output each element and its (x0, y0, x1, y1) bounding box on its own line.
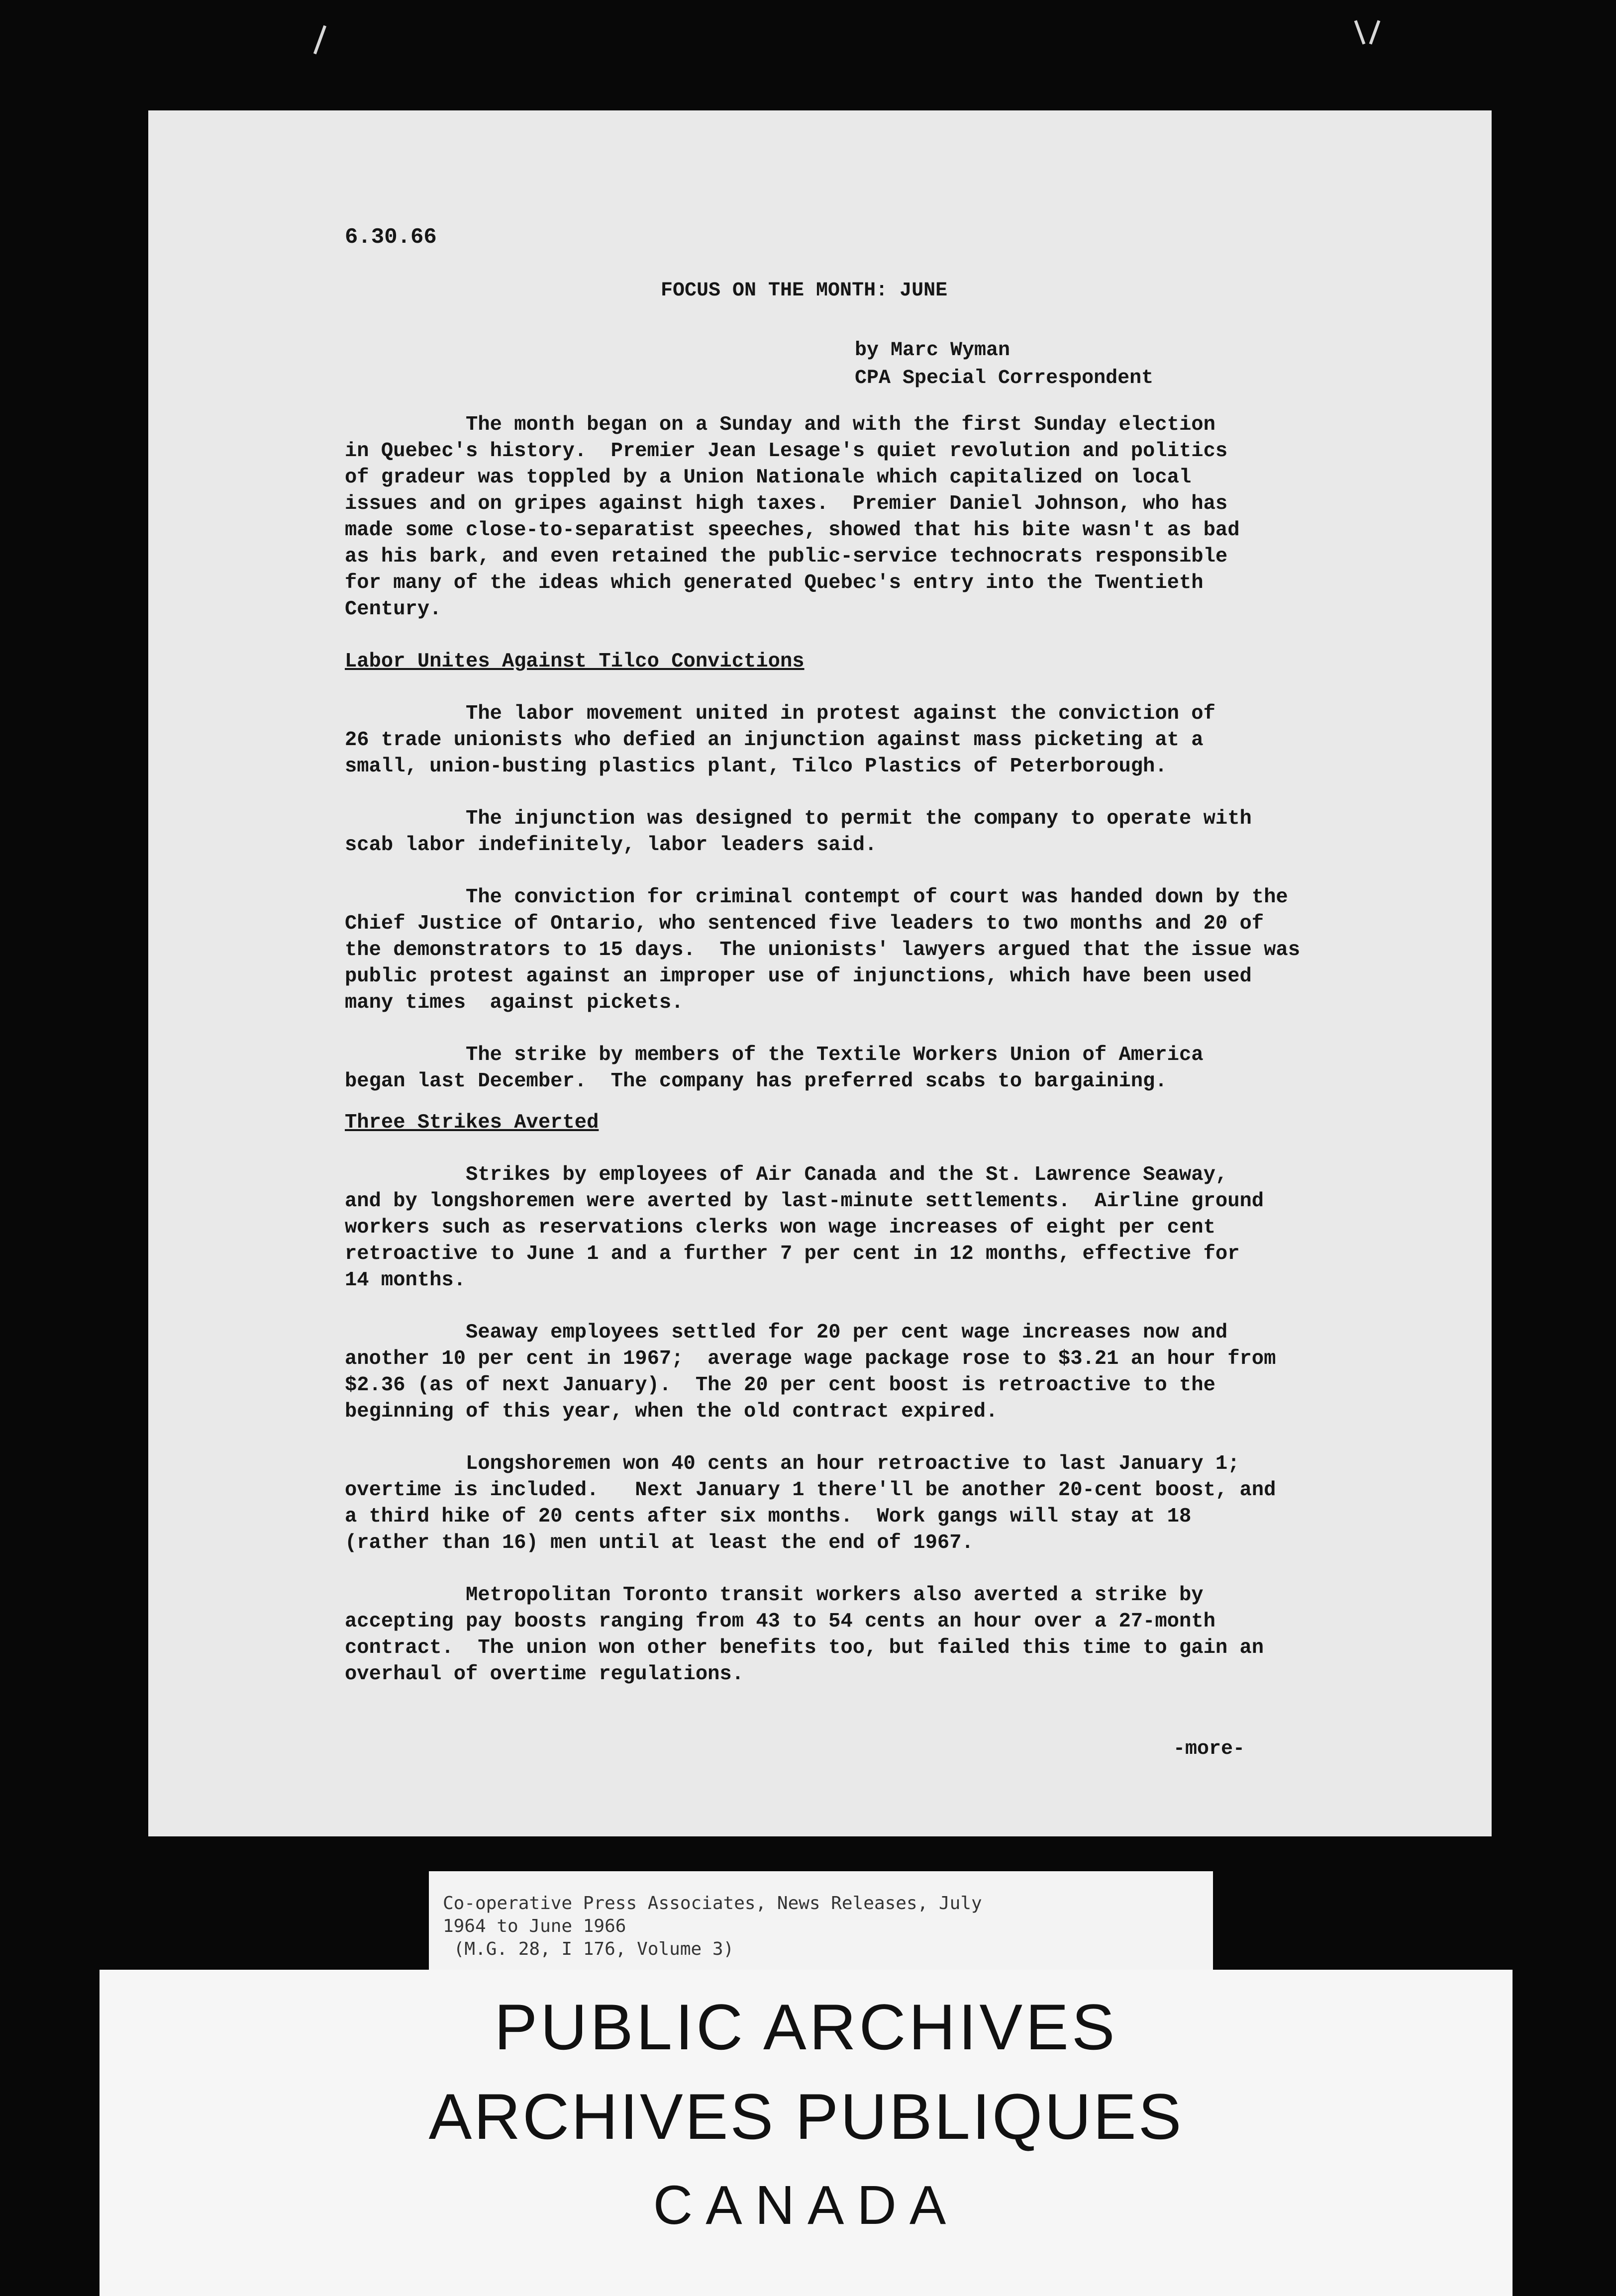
intro-paragraph: The month began on a Sunday and with the first Sunday election in Quebec's history. Premier Jean Lesage's quiet revolution and politics of gradeur was toppled by a Union Nationale which capitalized on local issues and on gripes against high taxes. Premier Daniel Johnson, who has made some close-to-separatist speeches, showed that his bite wasn't as bad as his bark, and even retained the public-service technocrats responsible for many of the ideas which generated Quebec's entry into the Twentieth Century. (345, 413, 1240, 621)
tilco-paragraph-1: The labor movement united in protest against the conviction of 26 trade unionists who defied an injunction against mass picketing at a small, union-busting plastics plant, Tilco Plastics of Peterborough. (345, 702, 1215, 778)
section-heading-strikes: Three Strikes Averted (345, 1111, 599, 1134)
film-scratch-mark (1369, 20, 1381, 44)
section-heading-tilco: Labor Unites Against Tilco Convictions (345, 650, 805, 673)
continuation-marker: -more- (1173, 1738, 1245, 1760)
film-scratch-mark (313, 25, 326, 54)
document-title: FOCUS ON THE MONTH: JUNE (661, 280, 948, 302)
stamp-line-public-archives: PUBLIC ARCHIVES (494, 1991, 1118, 2063)
strikes-paragraph-4: Metropolitan Toronto transit workers also averted a strike by accepting pay boosts ranging from 43 to 54 cents an hour over a 27-month contract. The union won other benefits too, but failed this time to gain an overhaul of overtime regulations. (345, 1584, 1264, 1686)
strikes-paragraph-1: Strikes by employees of Air Canada and the St. Lawrence Seaway, and by longshoremen were averted by last-minute settlements. Airline ground workers such as reservations clerks won wage increases of eight per cent retroactive to June 1 and a further 7 per cent in 12 months, effective for 14 months. (345, 1163, 1264, 1292)
strikes-paragraph-2: Seaway employees settled for 20 per cent wage increases now and another 10 per cent in 1967; average wage package rose to $3.21 an hour from $2.36 (as of next January). The 20 per cent boost is retroactive to the beginning of this year, when the old contract expired. (345, 1321, 1276, 1423)
strikes-paragraph-3: Longshoremen won 40 cents an hour retroactive to last January 1; overtime is included. Next January 1 there'll be another 20-cent boost, and a third hike of 20 cents after six months. Work gangs will stay at 18 (rather than 16) men until at least the end of 1967. (345, 1452, 1276, 1554)
document-date: 6.30.66 (345, 225, 437, 250)
archive-stamp (100, 1970, 1513, 2296)
tilco-paragraph-4: The strike by members of the Textile Workers Union of America began last December. The company has preferred scabs to bargaining. (345, 1044, 1204, 1093)
stamp-line-archives-publiques: ARCHIVES PUBLIQUES (428, 2080, 1184, 2153)
tilco-paragraph-2: The injunction was designed to permit the company to operate with scab labor indefinitely, labor leaders said. (345, 807, 1252, 857)
film-scratch-mark (1354, 20, 1366, 44)
byline (855, 337, 1153, 392)
citation-text: Co-operative Press Associates, News Releases, July 1964 to June 1966 (M.G. 28, I 176, Volume 3) (443, 1893, 982, 1959)
citation-slip (429, 1871, 1213, 1971)
stamp-line-canada: CANADA (653, 2175, 959, 2236)
document-page (148, 110, 1492, 1836)
tilco-paragraph-3: The conviction for criminal contempt of court was handed down by the Chief Justice of Ontario, who sentenced five leaders to two months and 20 of the demonstrators to 15 days. The unionists' lawyers argued that the issue was public protest against an improper use of injunctions, which have been used many times against pickets. (345, 886, 1301, 1014)
byline-author: by Marc Wyman (855, 339, 1010, 362)
byline-role: CPA Special Correspondent (855, 367, 1154, 389)
article-body (345, 412, 1449, 1688)
